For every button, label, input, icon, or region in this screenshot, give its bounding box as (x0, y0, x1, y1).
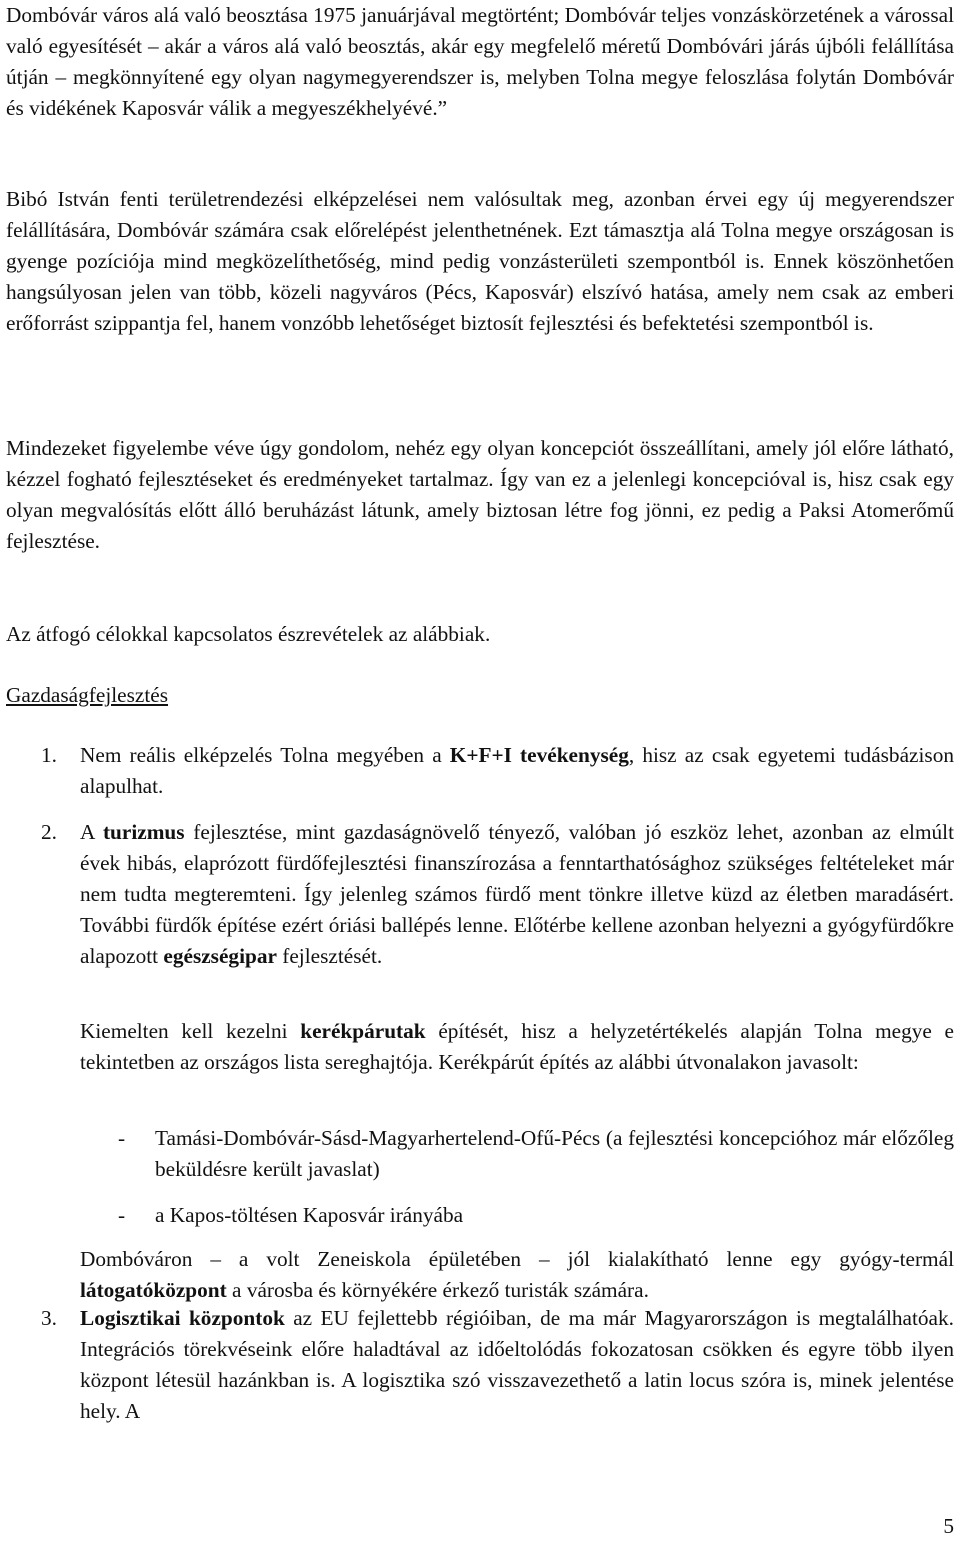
bold-term: látogatóközpont (80, 1278, 227, 1302)
list-item (6, 1303, 954, 1427)
bold-term: turizmus (102, 820, 185, 844)
text-segment: , hisz az csak egyetemi tudásbázison alapulhat. (80, 743, 954, 798)
page-number: 5 (943, 1514, 954, 1538)
list-item-number: 2. (41, 820, 57, 844)
text-segment: fejlesztése, mint gazdaságnövelő tényező, valóban jó eszköz lehet, azonban az elmúlt évek hibás, elaprózott fürdőfejlesztési finanszírozása a fenntarthatósághoz szükséges feltételeket már nem tudta megteremteni. Így jelenleg számos fürdő ment tönkre illetve küzd az életben maradásért. További fürdők építése ezért óriási ballépés lenne. Előtérbe kellene azonban helyezni a gyógyfürdőkre alapozott (80, 820, 954, 968)
list-item-text (80, 1303, 954, 1427)
text-segment: fejlesztését. (276, 944, 383, 968)
dash-list-text: Tamási-Dombóvár-Sásd-Magyarhertelend-Ofű-Pécs (a fejlesztési koncepcióhoz már előzőleg beküldésre került javaslat) (155, 1126, 954, 1181)
dash-list-item (118, 1200, 954, 1231)
text-segment: A (80, 820, 103, 844)
text-segment: az EU fejlettebb régióiban, de ma már Magyarországon is megtalálhatóak. Integrációs törekvéseink előre haladtával az időeltolódás fokozatosan csökken és egyre több ilyen központ létesül hazánkban is. A logisztika szó visszavezethető a latin locus szóra is, minek jelentése hely. A (80, 1306, 954, 1423)
sub-paragraph-visitor-center (80, 1244, 954, 1306)
bold-term: Logisztikai központok (80, 1306, 285, 1330)
dash-list-item (118, 1123, 954, 1185)
paragraph-bibo: Bibó István fenti területrendezési elképzelései nem valósultak meg, azonban érvei egy új megyerendszer felállítására, Dombóvár számára csak előrelépést jelenthetnének. Ezt támasztja alá Tolna megye országosan is gyenge pozíciója mind megközelíthetőség, mind pedig vonzásterületi szempontból is. Ennek köszönhetően hangsúlyosan jelen van több, közeli nagyváros (Pécs, Kaposvár) elszívó hatása, amely nem csak az emberi erőforrást szippantja fel, hanem vonzóbb lehetőséget biztosít fejlesztési és befektetési szempontból is. (6, 187, 954, 335)
sub-paragraph-bike-paths (80, 1016, 954, 1078)
list-item (6, 740, 954, 802)
paragraph-intro-goals: Az átfogó célokkal kapcsolatos észrevételek az alábbiak. (6, 622, 491, 646)
text-segment: építését, hisz a helyzetértékelés alapján Tolna megye e tekintetben az országos lista sereghajtója. Kerékpárút építés az alábbi útvonalakon javasolt: (80, 1019, 954, 1074)
text-segment: Kiemelten kell kezelni (80, 1019, 301, 1043)
list-item-text (80, 817, 954, 972)
bold-term: K+F+I tevékenység (449, 743, 629, 767)
dash-marker: - (118, 1203, 126, 1227)
bold-term: egészségipar (163, 944, 277, 968)
text-segment: Dombóváron – a volt Zeneiskola épületében – jól kialakítható lenne egy gyógy-termál (80, 1247, 954, 1271)
list-item-text (80, 740, 954, 802)
dash-marker: - (118, 1126, 126, 1150)
list-item (6, 817, 954, 972)
dash-list-text: a Kapos-töltésen Kaposvár irányába (155, 1203, 464, 1227)
paragraph-quote-end: Dombóvár város alá való beosztása 1975 januárjával megtörtént; Dombóvár teljes vonzáskörzetének a várossal való egyesítését – akár a város alá való beosztás, akár egy megfelelő méretű Dombóvári járás újbóli felállítása útján – megkönnyítené egy olyan nagymegyerendszer is, melyben Tolna megye feloszlása folytán Dombóvár és vidékének Kaposvár válik a megyeszékhelyévé.” (6, 3, 954, 120)
paragraph-concept: Mindezeket figyelembe véve úgy gondolom, nehéz egy olyan koncepciót összeállítani, amely jól előre látható, kézzel fogható fejlesztéseket és eredményeket tartalmaz. Így van ez a jelenlegi koncepcióval is, hisz csak egy olyan megvalósítás előtt álló beruházást látunk, amely biztosan létre fog jönni, ez pedig a Paksi Atomerőmű fejlesztése. (6, 436, 954, 553)
text-segment: a városba és környékére érkező turisták számára. (226, 1278, 649, 1302)
text-segment: Nem reális elképzelés Tolna megyében a (80, 743, 450, 767)
bold-term: kerékpárutak (300, 1019, 426, 1043)
list-item-number: 1. (41, 743, 57, 767)
list-item-number: 3. (41, 1306, 57, 1330)
section-heading: Gazdaságfejlesztés (6, 683, 169, 707)
